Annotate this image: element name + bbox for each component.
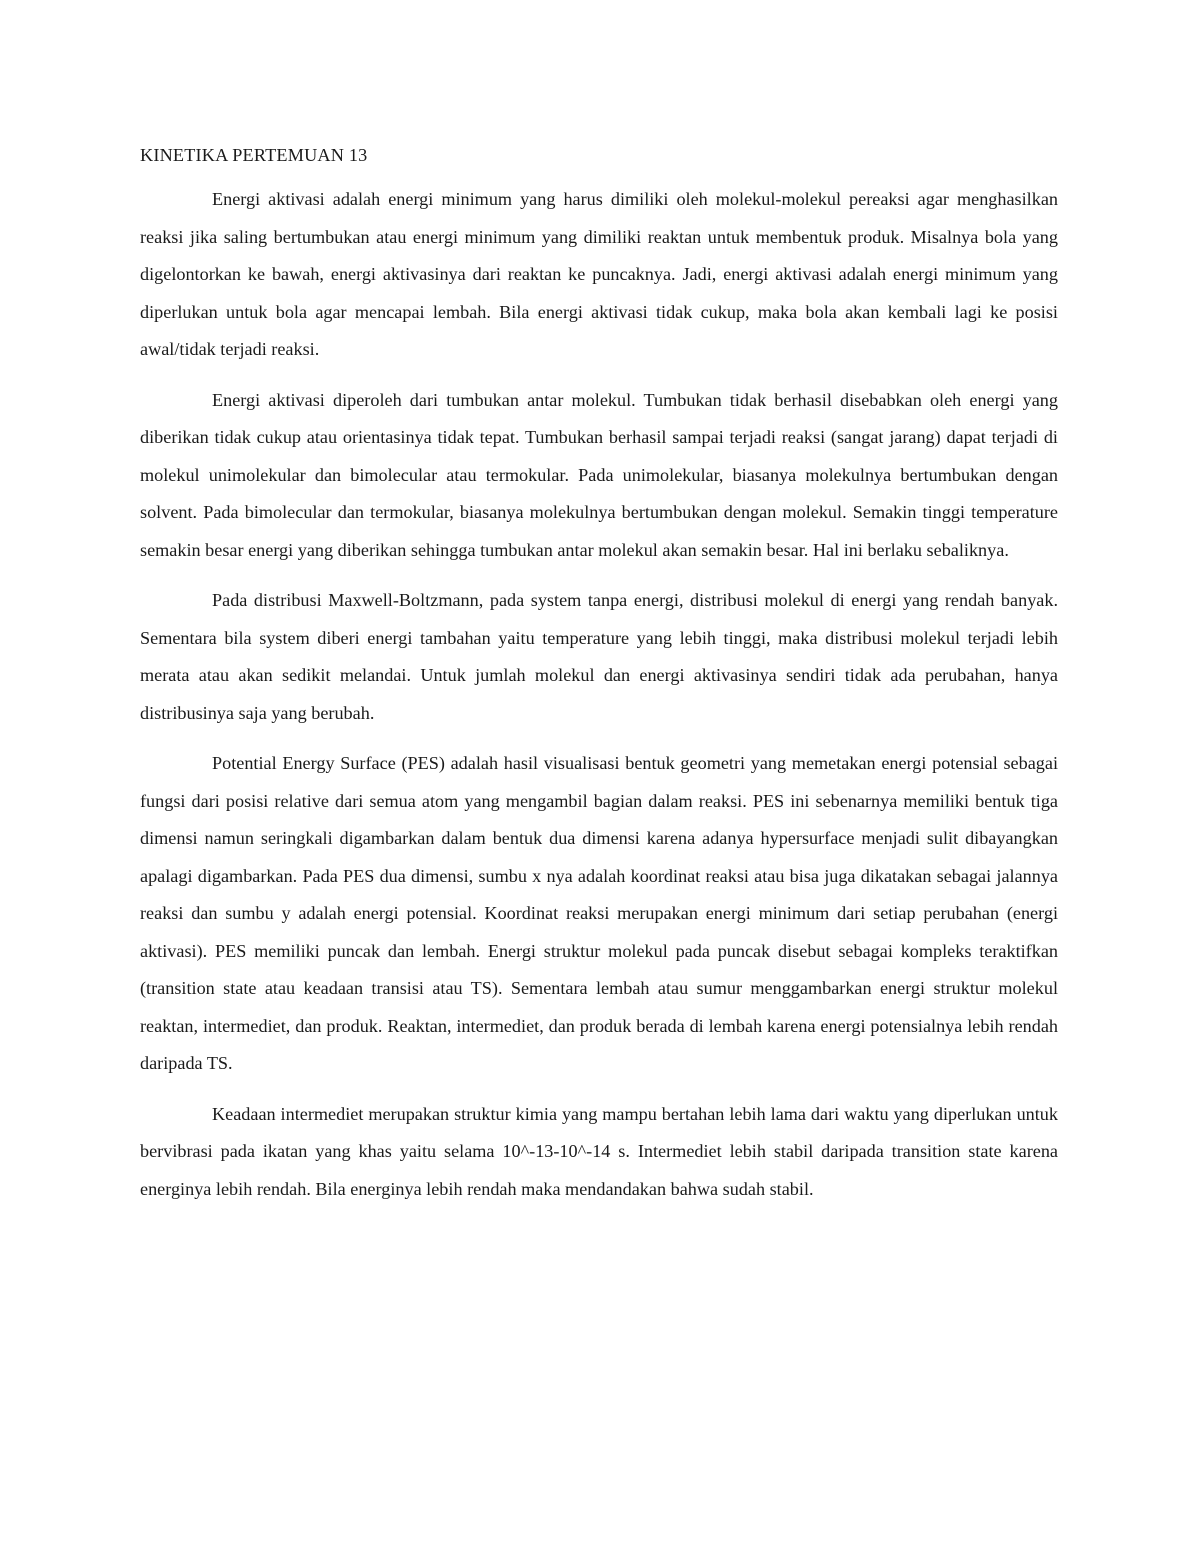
paragraph-activation-energy: Energi aktivasi adalah energi minimum yang harus dimiliki oleh molekul-molekul pereaksi agar menghasilkan reaksi jika saling bertumbukan atau energi minimum yang dimiliki reaktan untuk membentuk produk. Misalnya bola yang digelontorkan ke bawah, energi aktivasinya dari reaktan ke puncaknya. Jadi, energi aktivasi adalah energi minimum yang diperlukan untuk bola agar mencapai lembah. Bila energi aktivasi tidak cukup, maka bola akan kembali lagi ke posisi awal/tidak terjadi reaksi.: [140, 189, 1058, 359]
document-body: [140, 141, 1058, 1208]
paragraph-intermediate-state: Keadaan intermediet merupakan struktur kimia yang mampu bertahan lebih lama dari waktu yang diperlukan untuk bervibrasi pada ikatan yang khas yaitu selama 10^-13-10^-14 s. Intermediet lebih stabil daripada transition state karena energinya lebih rendah. Bila energinya lebih rendah maka mendandakan bahwa sudah stabil.: [140, 1103, 1058, 1199]
document-title: KINETIKA PERTEMUAN 13: [140, 145, 368, 165]
paragraph-collisions: Energi aktivasi diperoleh dari tumbukan antar molekul. Tumbukan tidak berhasil disebabkan oleh energi yang diberikan tidak cukup atau orientasinya tidak tepat. Tumbukan berhasil sampai terjadi reaksi (sangat jarang) dapat terjadi di molekul unimolekular dan bimolecular atau termokular. Pada unimolekular, biasanya molekulnya bertumbukan dengan solvent. Pada bimolecular dan termokular, biasanya molekulnya bertumbukan dengan molekul. Semakin tinggi temperature semakin besar energi yang diberikan sehingga tumbukan antar molekul akan semakin besar. Hal ini berlaku sebaliknya.: [140, 389, 1058, 560]
paragraph-potential-energy-surface: Potential Energy Surface (PES) adalah hasil visualisasi bentuk geometri yang memetakan energi potensial sebagai fungsi dari posisi relative dari semua atom yang mengambil bagian dalam reaksi. PES ini sebenarnya memiliki bentuk tiga dimensi namun seringkali digambarkan dalam bentuk dua dimensi karena adanya hypersurface menjadi sulit dibayangkan apalagi digambarkan. Pada PES dua dimensi, sumbu x nya adalah koordinat reaksi atau bisa juga dikatakan sebagai jalannya reaksi dan sumbu y adalah energi potensial. Koordinat reaksi merupakan energi minimum dari setiap perubahan (energi aktivasi). PES memiliki puncak dan lembah. Energi struktur molekul pada puncak disebut sebagai kompleks teraktifkan (transition state atau keadaan transisi atau TS). Sementara lembah atau sumur menggambarkan energi struktur molekul reaktan, intermediet, dan produk. Reaktan, intermediet, dan produk berada di lembah karena energi potensialnya lebih rendah daripada TS.: [140, 753, 1058, 1073]
paragraph-maxwell-boltzmann: Pada distribusi Maxwell-Boltzmann, pada system tanpa energi, distribusi molekul di energi yang rendah banyak. Sementara bila system diberi energi tambahan yaitu temperature yang lebih tinggi, maka distribusi molekul terjadi lebih merata atau akan sedikit melandai. Untuk jumlah molekul dan energi aktivasinya sendiri tidak ada perubahan, hanya distribusinya saja yang berubah.: [140, 590, 1058, 723]
